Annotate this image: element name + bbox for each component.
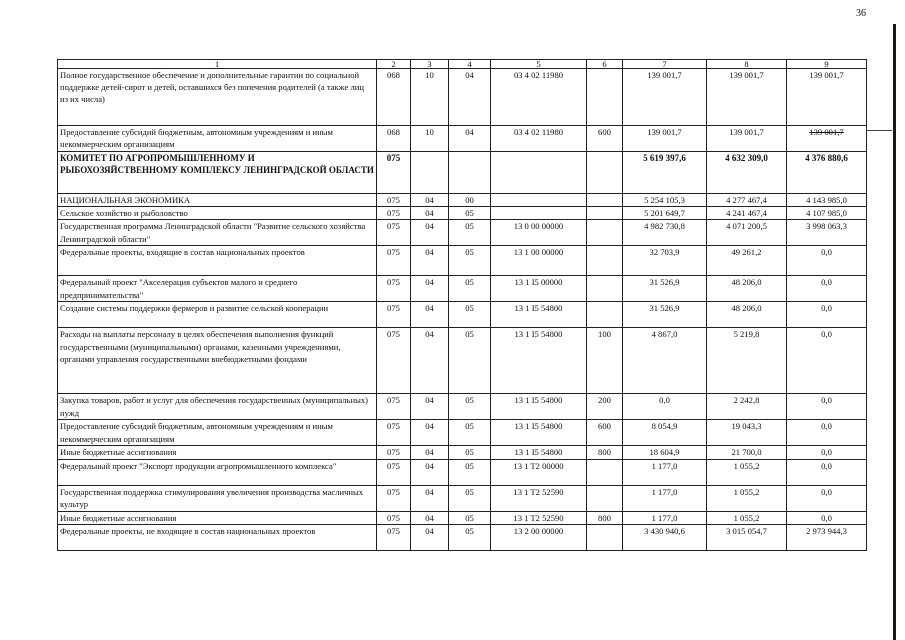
code-ministry: 075 bbox=[377, 220, 411, 246]
code-target: 13 1 I5 54800 bbox=[491, 302, 587, 328]
amount-year2: 5 219,8 bbox=[707, 328, 787, 394]
code-section: 04 bbox=[411, 446, 449, 459]
amount-year2: 19 043,3 bbox=[707, 420, 787, 446]
code-target bbox=[491, 152, 587, 194]
code-ministry: 075 bbox=[377, 207, 411, 220]
amount-year1: 32 703,9 bbox=[623, 246, 707, 276]
table-row bbox=[58, 69, 867, 126]
row-name: Расходы на выплаты персоналу в целях обеспечения выполнения функций государственными (муниципальными) органами, казенными учреждениями, органами управления государственными внебюджетными фондами bbox=[58, 328, 377, 394]
code-target bbox=[491, 207, 587, 220]
code-section: 04 bbox=[411, 511, 449, 524]
code-target: 13 1 00 00000 bbox=[491, 246, 587, 276]
code-subsection: 05 bbox=[449, 394, 491, 420]
code-type bbox=[587, 69, 623, 126]
code-section: 04 bbox=[411, 194, 449, 207]
amount-year2: 4 277 467,4 bbox=[707, 194, 787, 207]
code-ministry: 075 bbox=[377, 152, 411, 194]
code-section: 04 bbox=[411, 459, 449, 485]
amount-year2: 2 242,8 bbox=[707, 394, 787, 420]
row-name: Иные бюджетные ассигнования bbox=[58, 446, 377, 459]
table-row bbox=[58, 302, 867, 328]
amount-year2: 21 700,0 bbox=[707, 446, 787, 459]
code-subsection: 04 bbox=[449, 126, 491, 152]
code-target: 13 1 I5 54800 bbox=[491, 420, 587, 446]
code-target bbox=[491, 194, 587, 207]
code-subsection: 05 bbox=[449, 524, 491, 550]
amount-year1: 31 526,9 bbox=[623, 302, 707, 328]
amount-year2: 139 001,7 bbox=[707, 126, 787, 152]
amount-year1: 5 619 397,6 bbox=[623, 152, 707, 194]
amount-year3: 3 998 063,3 bbox=[787, 220, 867, 246]
header-cell: 7 bbox=[623, 60, 707, 69]
code-section: 04 bbox=[411, 220, 449, 246]
code-type bbox=[587, 524, 623, 550]
amount-year2: 4 241 467,4 bbox=[707, 207, 787, 220]
table-row bbox=[58, 194, 867, 207]
code-subsection: 05 bbox=[449, 420, 491, 446]
amount-year3: 4 107 985,0 bbox=[787, 207, 867, 220]
amount-year2: 4 632 309,0 bbox=[707, 152, 787, 194]
table-row bbox=[58, 511, 867, 524]
table-row bbox=[58, 394, 867, 420]
code-target: 13 1 T2 00000 bbox=[491, 459, 587, 485]
code-ministry: 075 bbox=[377, 246, 411, 276]
code-section: 10 bbox=[411, 126, 449, 152]
amount-year2: 49 261,2 bbox=[707, 246, 787, 276]
code-type: 200 bbox=[587, 394, 623, 420]
code-subsection: 05 bbox=[449, 246, 491, 276]
row-name: Предоставление субсидий бюджетным, автономным учреждениям и иным некоммерческим организациям bbox=[58, 420, 377, 446]
code-section bbox=[411, 152, 449, 194]
row-name: Государственная поддержка стимулирования увеличения производства масличных культур bbox=[58, 485, 377, 511]
code-type: 600 bbox=[587, 126, 623, 152]
code-target: 13 1 I5 54800 bbox=[491, 446, 587, 459]
code-target: 03 4 02 11980 bbox=[491, 126, 587, 152]
amount-year3: 0,0 bbox=[787, 276, 867, 302]
table-row bbox=[58, 246, 867, 276]
code-section: 04 bbox=[411, 276, 449, 302]
amount-year2: 139 001,7 bbox=[707, 69, 787, 126]
code-type bbox=[587, 459, 623, 485]
amount-year1: 139 001,7 bbox=[623, 69, 707, 126]
code-type: 800 bbox=[587, 446, 623, 459]
code-type bbox=[587, 485, 623, 511]
table-row bbox=[58, 276, 867, 302]
page-number: 36 bbox=[856, 8, 866, 19]
table-row bbox=[58, 328, 867, 394]
amount-year2: 1 055,2 bbox=[707, 511, 787, 524]
budget-table bbox=[57, 59, 867, 551]
code-target: 03 4 02 11980 bbox=[491, 69, 587, 126]
code-subsection: 05 bbox=[449, 302, 491, 328]
code-section: 04 bbox=[411, 207, 449, 220]
code-section: 04 bbox=[411, 420, 449, 446]
code-target: 13 2 00 00000 bbox=[491, 524, 587, 550]
amount-year3: 0,0 bbox=[787, 459, 867, 485]
amount-year2: 1 055,2 bbox=[707, 485, 787, 511]
code-subsection: 05 bbox=[449, 511, 491, 524]
amount-year3: 0,0 bbox=[787, 246, 867, 276]
header-cell: 2 bbox=[377, 60, 411, 69]
code-section: 04 bbox=[411, 328, 449, 394]
code-type bbox=[587, 220, 623, 246]
code-ministry: 075 bbox=[377, 511, 411, 524]
row-name: Государственная программа Ленинградской области "Развитие сельского хозяйства Ленинградской области" bbox=[58, 220, 377, 246]
amount-year1: 5 254 105,3 bbox=[623, 194, 707, 207]
code-type bbox=[587, 246, 623, 276]
code-section: 04 bbox=[411, 485, 449, 511]
code-ministry: 068 bbox=[377, 126, 411, 152]
code-subsection: 05 bbox=[449, 446, 491, 459]
code-ministry: 075 bbox=[377, 302, 411, 328]
amount-year1: 4 867,0 bbox=[623, 328, 707, 394]
code-subsection: 05 bbox=[449, 220, 491, 246]
code-ministry: 075 bbox=[377, 328, 411, 394]
code-ministry: 075 bbox=[377, 420, 411, 446]
amount-year3: 139 001,7 bbox=[787, 69, 867, 126]
row-name: КОМИТЕТ ПО АГРОПРОМЫШЛЕННОМУ И РЫБОХОЗЯЙСТВЕННОМУ КОМПЛЕКСУ ЛЕНИНГРАДСКОЙ ОБЛАСТИ bbox=[58, 152, 377, 194]
code-target: 13 1 T2 52590 bbox=[491, 485, 587, 511]
row-name: Полное государственное обеспечение и дополнительные гарантии по социальной поддержке детей-сирот и детей, оставшихся без попечения родителей (а также лиц из их числа) bbox=[58, 69, 377, 126]
table-row bbox=[58, 459, 867, 485]
scan-mark bbox=[866, 130, 892, 131]
code-section: 04 bbox=[411, 524, 449, 550]
code-type bbox=[587, 302, 623, 328]
amount-year1: 4 982 730,8 bbox=[623, 220, 707, 246]
amount-year3: 139 001,7 bbox=[787, 126, 867, 152]
amount-year3: 0,0 bbox=[787, 420, 867, 446]
header-cell: 4 bbox=[449, 60, 491, 69]
row-name: Федеральные проекты, не входящие в состав национальных проектов bbox=[58, 524, 377, 550]
code-ministry: 075 bbox=[377, 524, 411, 550]
amount-year3: 4 376 880,6 bbox=[787, 152, 867, 194]
amount-year1: 139 001,7 bbox=[623, 126, 707, 152]
table-row bbox=[58, 207, 867, 220]
table-row bbox=[58, 485, 867, 511]
table-row bbox=[58, 524, 867, 550]
header-row bbox=[58, 60, 867, 69]
row-name: Федеральный проект "Экспорт продукции агропромышленного комплекса" bbox=[58, 459, 377, 485]
amount-year3: 0,0 bbox=[787, 302, 867, 328]
table-row bbox=[58, 126, 867, 152]
table-row bbox=[58, 446, 867, 459]
code-ministry: 075 bbox=[377, 446, 411, 459]
code-type: 100 bbox=[587, 328, 623, 394]
scan-edge-bar bbox=[893, 24, 896, 640]
code-type bbox=[587, 207, 623, 220]
header-cell: 6 bbox=[587, 60, 623, 69]
amount-year2: 3 015 054,7 bbox=[707, 524, 787, 550]
table-row bbox=[58, 220, 867, 246]
amount-year3: 0,0 bbox=[787, 446, 867, 459]
code-subsection bbox=[449, 152, 491, 194]
code-subsection: 05 bbox=[449, 207, 491, 220]
amount-year1: 31 526,9 bbox=[623, 276, 707, 302]
amount-year1: 8 054,9 bbox=[623, 420, 707, 446]
amount-year1: 1 177,0 bbox=[623, 459, 707, 485]
code-ministry: 075 bbox=[377, 485, 411, 511]
header-cell: 5 bbox=[491, 60, 587, 69]
code-type bbox=[587, 194, 623, 207]
code-target: 13 1 I5 54800 bbox=[491, 328, 587, 394]
header-cell: 3 bbox=[411, 60, 449, 69]
code-section: 04 bbox=[411, 302, 449, 328]
code-type: 600 bbox=[587, 420, 623, 446]
amount-year1: 0,0 bbox=[623, 394, 707, 420]
code-type bbox=[587, 276, 623, 302]
code-type: 800 bbox=[587, 511, 623, 524]
amount-year2: 4 071 200,5 bbox=[707, 220, 787, 246]
code-subsection: 05 bbox=[449, 328, 491, 394]
row-name: Закупка товаров, работ и услуг для обеспечения государственных (муниципальных) нужд bbox=[58, 394, 377, 420]
code-target: 13 1 I5 54800 bbox=[491, 394, 587, 420]
code-section: 10 bbox=[411, 69, 449, 126]
amount-year2: 1 055,2 bbox=[707, 459, 787, 485]
row-name: Федеральный проект "Акселерация субъектов малого и среднего предпринимательства" bbox=[58, 276, 377, 302]
code-ministry: 075 bbox=[377, 459, 411, 485]
row-name: Предоставление субсидий бюджетным, автономным учреждениям и иным некоммерческим организациям bbox=[58, 126, 377, 152]
code-subsection: 05 bbox=[449, 276, 491, 302]
code-target: 13 0 00 00000 bbox=[491, 220, 587, 246]
amount-year1: 18 604,9 bbox=[623, 446, 707, 459]
code-subsection: 05 bbox=[449, 459, 491, 485]
amount-year1: 1 177,0 bbox=[623, 511, 707, 524]
code-section: 04 bbox=[411, 246, 449, 276]
code-ministry: 075 bbox=[377, 194, 411, 207]
row-name: НАЦИОНАЛЬНАЯ ЭКОНОМИКА bbox=[58, 194, 377, 207]
code-subsection: 04 bbox=[449, 69, 491, 126]
code-subsection: 05 bbox=[449, 485, 491, 511]
header-cell: 8 bbox=[707, 60, 787, 69]
code-ministry: 068 bbox=[377, 69, 411, 126]
amount-year3: 2 973 944,3 bbox=[787, 524, 867, 550]
row-name: Иные бюджетные ассигнования bbox=[58, 511, 377, 524]
code-ministry: 075 bbox=[377, 276, 411, 302]
code-section: 04 bbox=[411, 394, 449, 420]
code-type bbox=[587, 152, 623, 194]
table-row bbox=[58, 420, 867, 446]
amount-year1: 1 177,0 bbox=[623, 485, 707, 511]
row-name: Сельское хозяйство и рыболовство bbox=[58, 207, 377, 220]
amount-year2: 48 206,0 bbox=[707, 302, 787, 328]
header-cell: 9 bbox=[787, 60, 867, 69]
amount-year1: 3 430 940,6 bbox=[623, 524, 707, 550]
amount-year3: 0,0 bbox=[787, 394, 867, 420]
amount-year3: 0,0 bbox=[787, 328, 867, 394]
header-cell: 1 bbox=[58, 60, 377, 69]
table-row bbox=[58, 152, 867, 194]
amount-year1: 5 201 649,7 bbox=[623, 207, 707, 220]
code-subsection: 00 bbox=[449, 194, 491, 207]
amount-year3: 4 143 985,0 bbox=[787, 194, 867, 207]
row-name: Создание системы поддержки фермеров и развитие сельской кооперации bbox=[58, 302, 377, 328]
code-ministry: 075 bbox=[377, 394, 411, 420]
amount-year3: 0,0 bbox=[787, 511, 867, 524]
row-name: Федеральные проекты, входящие в состав национальных проектов bbox=[58, 246, 377, 276]
code-target: 13 1 I5 00000 bbox=[491, 276, 587, 302]
code-target: 13 1 T2 52590 bbox=[491, 511, 587, 524]
amount-year3: 0,0 bbox=[787, 485, 867, 511]
amount-year2: 48 206,0 bbox=[707, 276, 787, 302]
